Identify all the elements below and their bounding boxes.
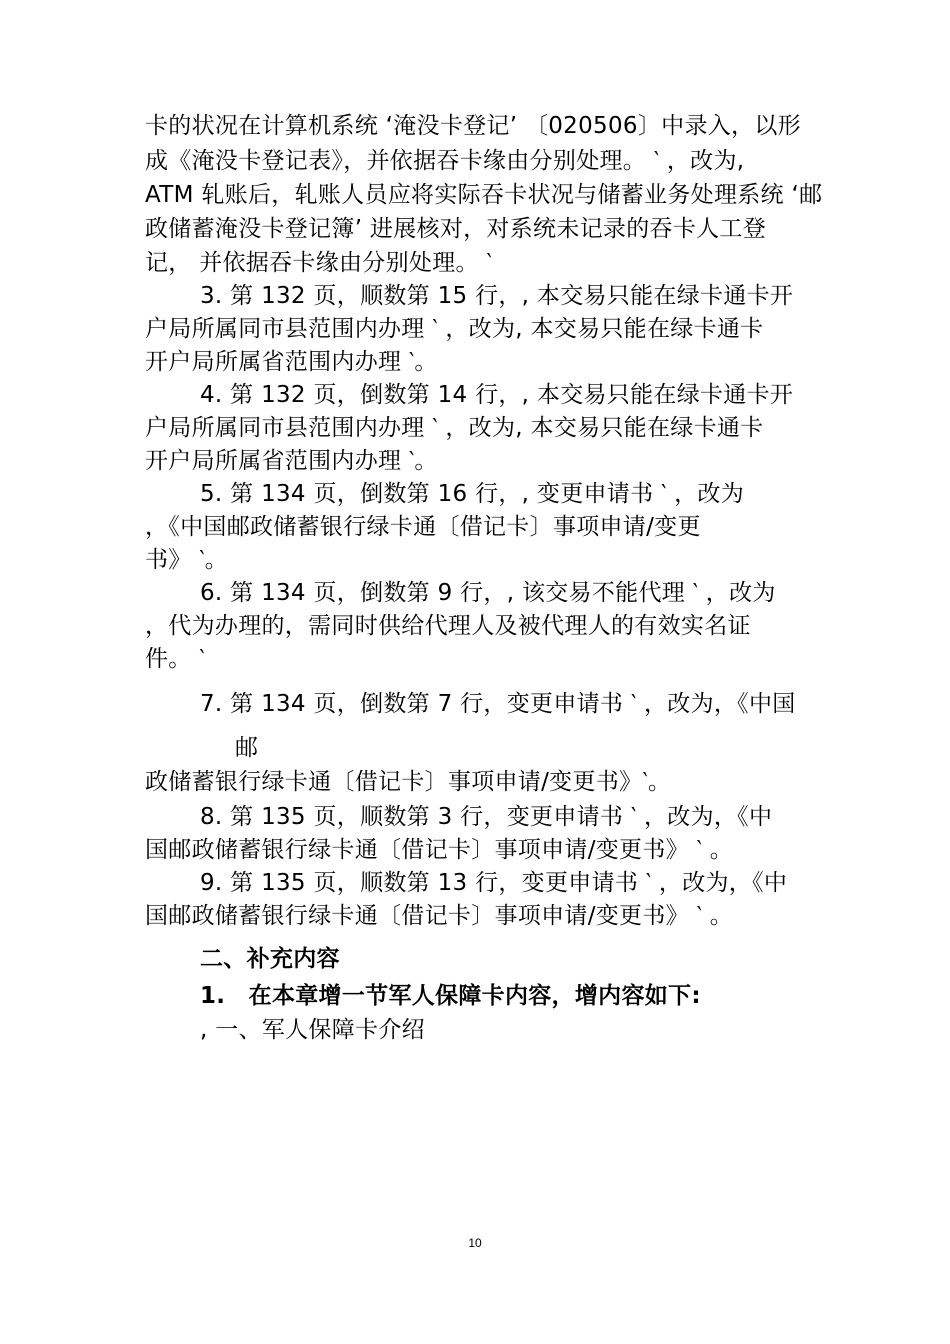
text-line: 开户局所属省范围内办理 ‵。 [145, 349, 438, 375]
text-line: ，代为办理的，需同时供给代理人及被代理人的有效实名证 [145, 613, 751, 639]
text-line: 国邮政储蓄银行绿卡通〔借记卡〕事项申请/变更书》 ‵ 。 [145, 837, 733, 863]
text-line: ，《中国邮政储蓄银行绿卡通〔借记卡〕事项申请/变更 [145, 514, 701, 540]
list-item-8: 8. 第 135 页，顺数第 3 行，变更申请书 ‵ ，改为，《中 [200, 804, 773, 830]
text-line: 国邮政储蓄银行绿卡通〔借记卡〕事项申请/变更书》 ‵ 。 [145, 903, 733, 929]
text-line: 户局所属同市县范围内办理 ‵ ，改为, 本交易只能在绿卡通卡 [145, 415, 764, 441]
text-line: 开户局所属省范围内办理 ‵。 [145, 448, 438, 474]
list-item-5: 5. 第 134 页，倒数第 16 行，, 变更申请书 ‵ ，改为 [200, 481, 745, 507]
text-line: ATM 轧账后，轧账人员应将实际吞卡状况与储蓄业务处理系统 ‘邮 [145, 182, 823, 208]
text-line: 政储蓄淹没卡登记簿’ 进展核对，对系统未记录的吞卡人工登 [145, 216, 767, 242]
text-line: 记， 并依据吞卡缘由分别处理。 ‵ [145, 250, 492, 276]
list-item-4: 4. 第 132 页，倒数第 14 行，, 本交易只能在绿卡通卡开 [200, 382, 794, 408]
text-line: 政储蓄银行绿卡通〔借记卡〕事项申请/变更书》‵。 [145, 769, 672, 795]
sub-heading: , 一、军人保障卡介绍 [200, 1017, 425, 1043]
text-line: 卡的状况在计算机系统 ‘淹没卡登记’ 〔020506〕中录入，以形 [145, 113, 801, 139]
list-item-6: 6. 第 134 页，倒数第 9 行，, 该交易不能代理 ‵ ，改为 [200, 580, 776, 606]
subsection-heading: 1. 在本章增一节军人保障卡内容，增内容如下: [200, 983, 701, 1009]
text-line: 件。 ‵ [145, 646, 205, 672]
text-line: 成《淹没卡登记表》，并依据吞卡缘由分别处理。 ‵ ，改为, [145, 148, 745, 174]
text-line: 邮 [235, 735, 259, 761]
list-item-7: 7. 第 134 页，倒数第 7 行，变更申请书 ‵ ，改为，《中国 [200, 691, 796, 717]
text-line: 书》 ‵。 [145, 547, 229, 573]
section-heading: 二、补充内容 [200, 946, 340, 972]
page-number: 10 [468, 1236, 482, 1250]
text-line: 户局所属同市县范围内办理 ‵ ，改为, 本交易只能在绿卡通卡 [145, 316, 764, 342]
list-item-9: 9. 第 135 页，顺数第 13 行，变更申请书 ‵ ，改为，《中 [200, 870, 788, 896]
list-item-3: 3. 第 132 页，顺数第 15 行，, 本交易只能在绿卡通卡开 [200, 283, 794, 309]
